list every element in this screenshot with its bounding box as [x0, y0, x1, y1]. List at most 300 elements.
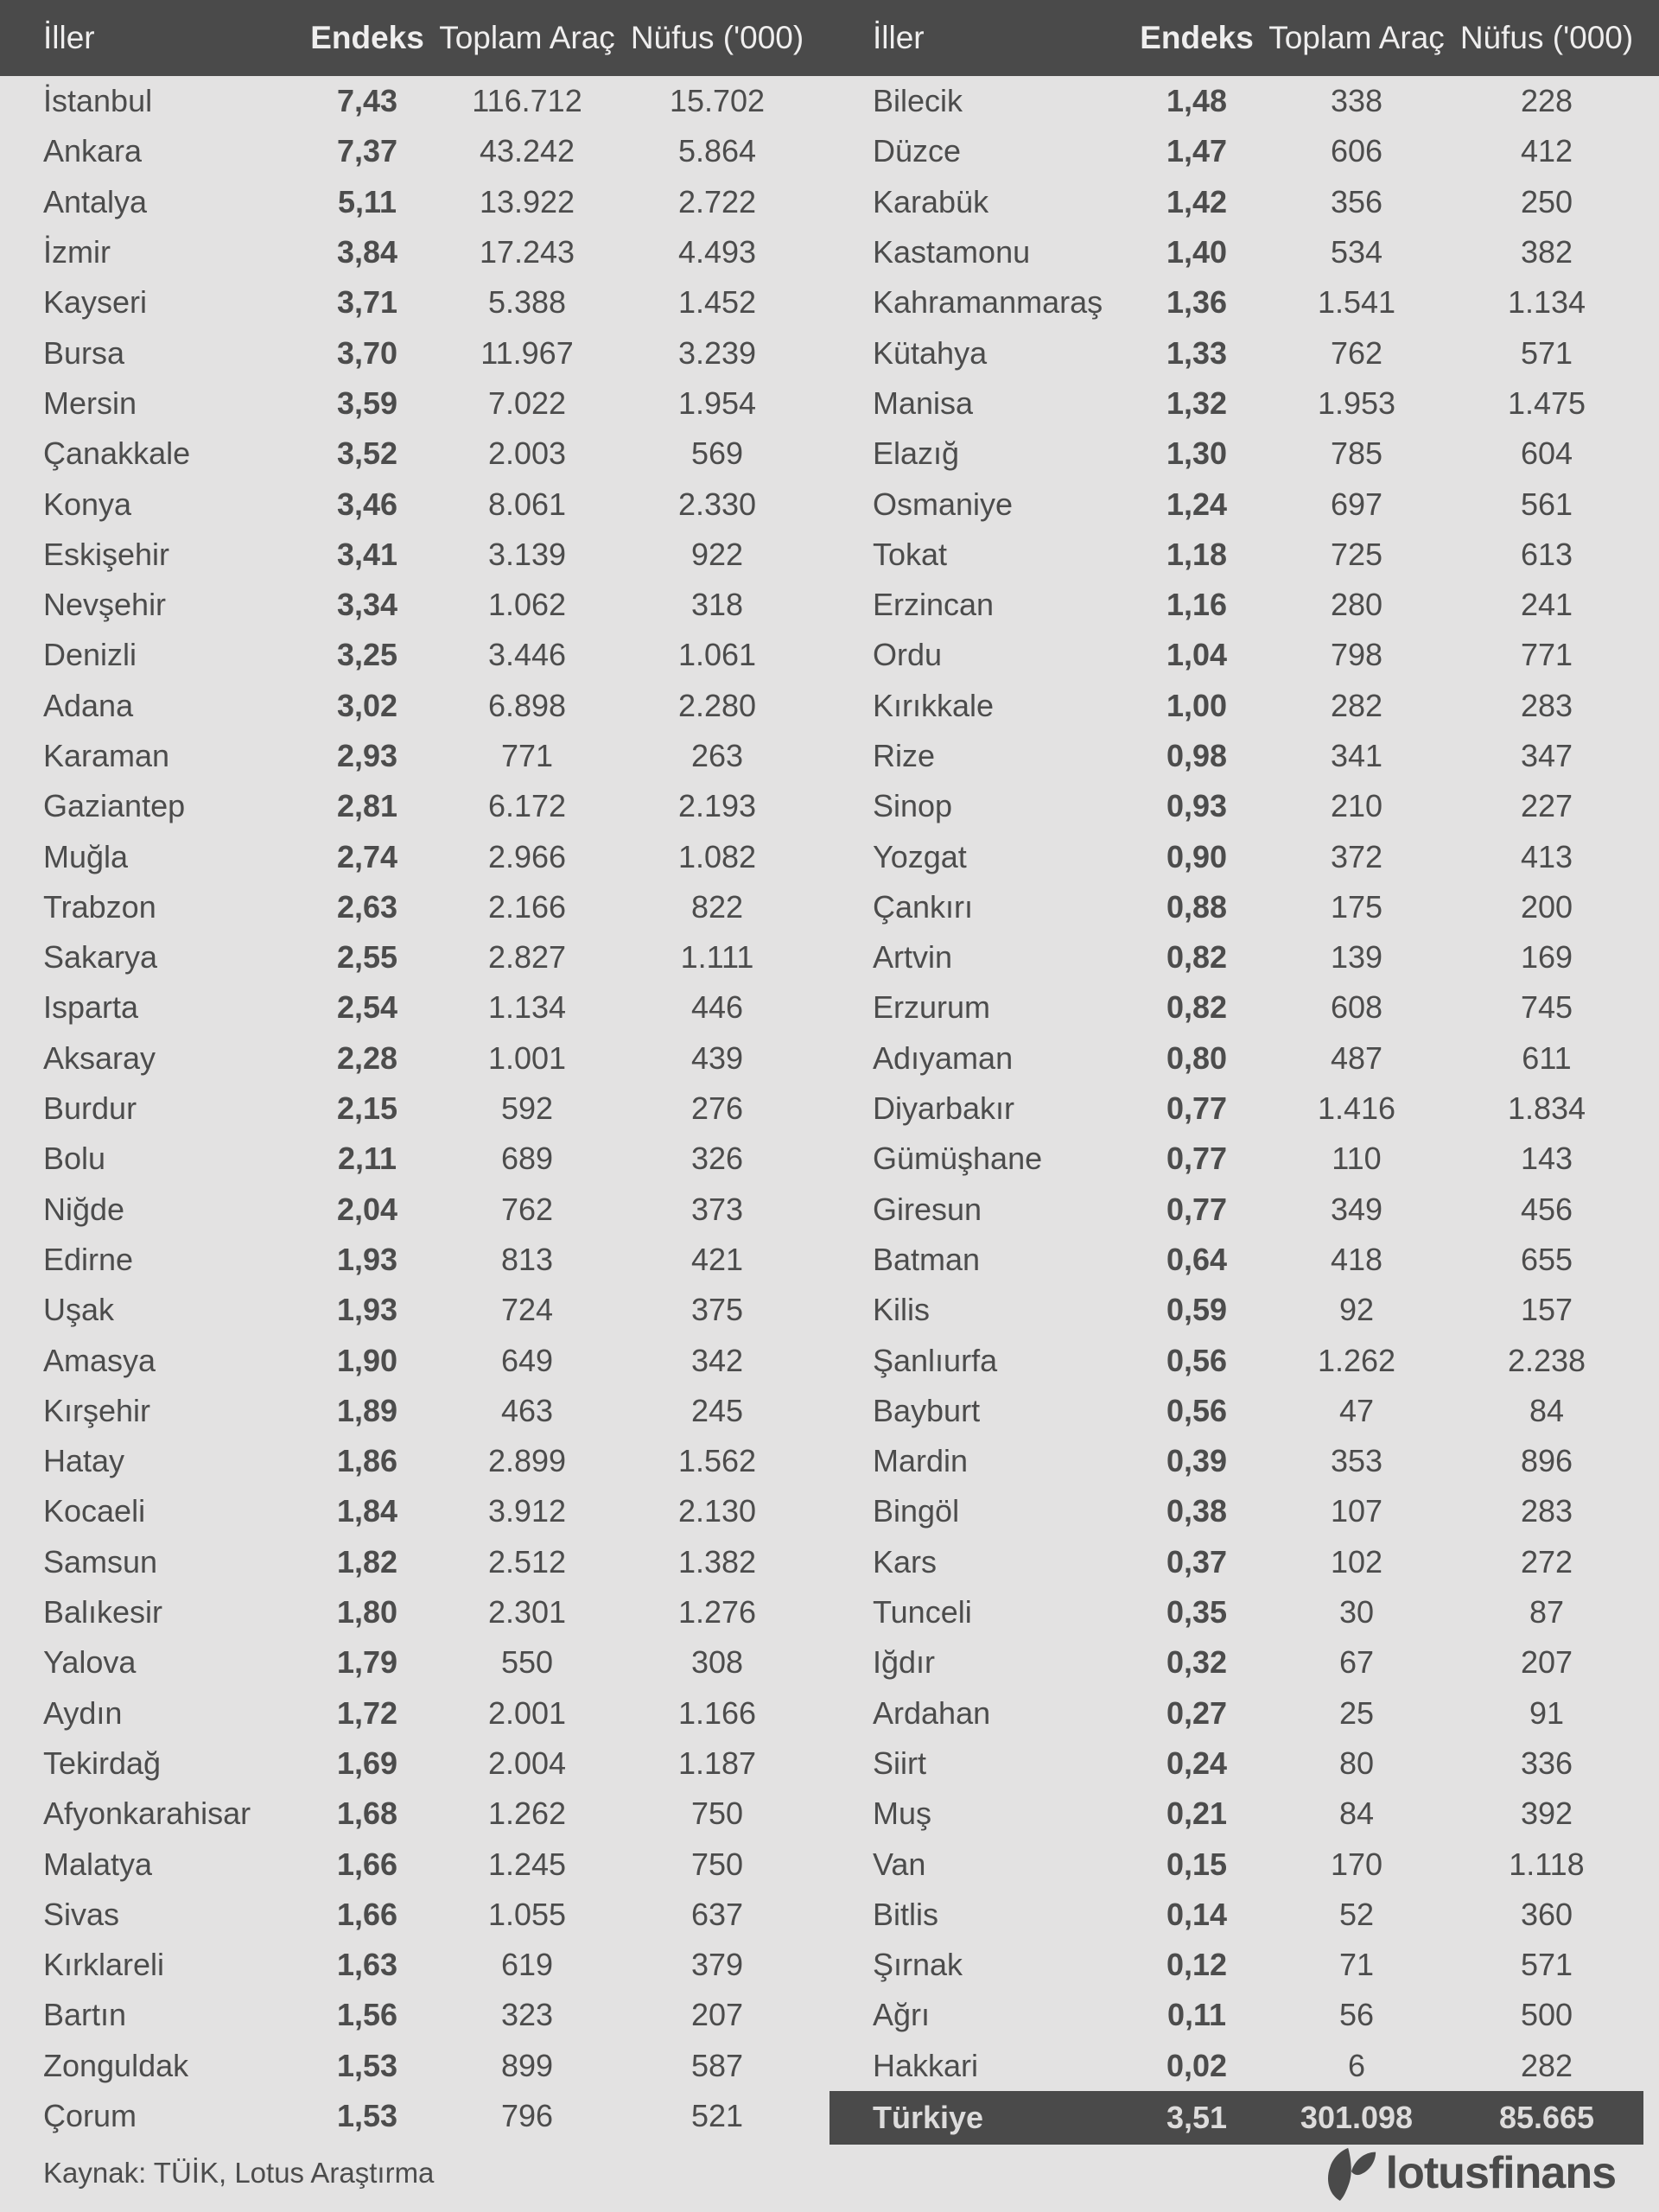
nufus-value: 1.166: [677, 1694, 757, 1731]
table-row: [830, 429, 1659, 479]
endeks-value: 0,59: [1166, 1292, 1228, 1328]
nufus-value: 326: [690, 1141, 744, 1177]
toplam-arac-value: 25: [1338, 1694, 1375, 1731]
toplam-arac-value: 1.262: [1317, 1342, 1396, 1378]
endeks-value: 7,43: [336, 83, 398, 119]
table-row: [0, 1134, 830, 1184]
endeks-value: 2,55: [336, 939, 398, 976]
toplam-arac-value: 175: [1330, 888, 1383, 925]
table-row: [0, 530, 830, 580]
right-table-body: [830, 76, 1659, 2145]
table-row: [830, 1185, 1659, 1235]
toplam-arac-value: 30: [1338, 1594, 1375, 1630]
province-name: Artvin: [873, 939, 953, 976]
endeks-value: 1,63: [336, 1947, 398, 1983]
province-name: Osmaniye: [873, 486, 1014, 522]
table-row: [830, 227, 1659, 277]
endeks-value: 3,71: [336, 284, 398, 321]
nufus-value: 373: [690, 1191, 744, 1227]
nufus-value: 439: [690, 1039, 744, 1076]
province-name: Konya: [43, 486, 132, 522]
endeks-value: 1,33: [1166, 334, 1228, 371]
nufus-value: 1.061: [677, 637, 757, 673]
table-row: [830, 378, 1659, 429]
endeks-value: 2,28: [336, 1039, 398, 1076]
endeks-value: 3,25: [336, 637, 398, 673]
province-name: Elazığ: [873, 435, 960, 472]
logo-text: lotusfinans: [1385, 2148, 1616, 2198]
province-name: Antalya: [43, 183, 148, 219]
toplam-arac-value: 463: [500, 1392, 554, 1428]
province-name: Şanlıurfa: [873, 1342, 998, 1378]
table-row: [0, 2041, 830, 2091]
nufus-value: 241: [1520, 587, 1573, 623]
table-row: [830, 932, 1659, 982]
table-row: [0, 1990, 830, 2040]
nufus-value: 308: [690, 1644, 744, 1681]
toplam-arac-value: 725: [1330, 536, 1383, 572]
endeks-value: 2,93: [336, 738, 398, 773]
endeks-value: 2,04: [336, 1191, 398, 1227]
province-name: Kırklareli: [43, 1947, 165, 1983]
nufus-value: 421: [690, 1241, 744, 1277]
table-row: [0, 277, 830, 327]
toplam-arac-value: 1.953: [1317, 385, 1396, 421]
table-row: [0, 1486, 830, 1536]
province-name: Tekirdağ: [43, 1745, 162, 1781]
province-name: Diyarbakır: [873, 1090, 1015, 1127]
province-name: Gaziantep: [43, 788, 186, 824]
toplam-arac-value: 71: [1338, 1947, 1375, 1983]
endeks-value: 1,68: [336, 1796, 398, 1832]
toplam-arac-value: 697: [1330, 486, 1383, 522]
nufus-value: 1.134: [1507, 284, 1586, 321]
table-row: [830, 2041, 1659, 2091]
nufus-value: 745: [1520, 989, 1573, 1026]
province-name: Siirt: [873, 1745, 926, 1781]
table-row: [0, 982, 830, 1033]
nufus-value: 382: [1520, 234, 1573, 270]
nufus-value: 1.562: [677, 1443, 757, 1479]
endeks-value: 1,40: [1166, 234, 1228, 270]
table-row: [0, 1386, 830, 1436]
table-row: [0, 932, 830, 982]
toplam-arac-value: 2.512: [487, 1543, 567, 1580]
table-row: [0, 731, 830, 781]
table-row: [830, 1839, 1659, 1889]
province-name: Şırnak: [873, 1947, 963, 1983]
endeks-value: 0,56: [1166, 1392, 1228, 1428]
endeks-value: 2,11: [337, 1141, 397, 1177]
endeks-value: 7,37: [336, 133, 398, 169]
column-header-iller: İller: [43, 20, 95, 55]
endeks-value: 0,77: [1166, 1141, 1228, 1177]
province-name: Tokat: [873, 536, 948, 572]
toplam-arac-value: 56: [1338, 1997, 1375, 2033]
endeks-value: 0,56: [1166, 1342, 1228, 1378]
nufus-value: 272: [1520, 1543, 1573, 1580]
nufus-value: 637: [690, 1896, 744, 1932]
toplam-arac-value: 11.967: [480, 334, 574, 371]
total-toplam-arac-value: 301.098: [1300, 2099, 1414, 2135]
province-name: Bingöl: [873, 1493, 960, 1529]
province-name: Balıkesir: [43, 1594, 163, 1630]
toplam-arac-value: 1.055: [487, 1896, 567, 1932]
toplam-arac-value: 785: [1330, 435, 1383, 472]
province-name: Düzce: [873, 133, 962, 169]
nufus-value: 336: [1520, 1745, 1573, 1781]
toplam-arac-value: 2.003: [487, 435, 567, 472]
nufus-value: 227: [1520, 788, 1573, 824]
nufus-value: 1.118: [1509, 1846, 1585, 1882]
nufus-value: 500: [1520, 1997, 1573, 2033]
column-header-nufus: Nüfus ('000): [630, 20, 804, 55]
table-row: [0, 1436, 830, 1486]
table-row: [830, 882, 1659, 932]
source-note: Kaynak: TÜİK, Lotus Araştırma: [43, 2157, 435, 2189]
toplam-arac-value: 116.712: [472, 83, 582, 119]
table-row: [830, 1890, 1659, 1940]
nufus-value: 1.475: [1507, 385, 1586, 421]
column-header-toplam-arac: Toplam Araç: [1268, 20, 1445, 55]
nufus-value: 4.493: [677, 234, 757, 270]
province-name: Amasya: [43, 1342, 156, 1378]
toplam-arac-value: 210: [1330, 788, 1383, 824]
endeks-value: 1,16: [1166, 587, 1228, 623]
endeks-value: 0,38: [1166, 1493, 1228, 1529]
toplam-arac-value: 771: [500, 738, 554, 773]
toplam-arac-value: 13.922: [479, 183, 575, 219]
nufus-value: 84: [1529, 1392, 1565, 1428]
table-row: [0, 1839, 830, 1889]
total-nufus-value: 85.665: [1498, 2099, 1595, 2135]
endeks-value: 1,04: [1166, 637, 1228, 673]
table-row: [830, 1436, 1659, 1486]
nufus-value: 413: [1520, 838, 1573, 874]
province-name: Sinop: [873, 788, 953, 824]
table-row: [0, 831, 830, 881]
province-name: İstanbul: [43, 83, 153, 119]
province-name: Ağrı: [873, 1997, 931, 2033]
toplam-arac-value: 170: [1330, 1846, 1383, 1882]
nufus-value: 1.187: [677, 1745, 757, 1781]
left-table-body: [0, 76, 830, 2145]
table-row: [0, 1688, 830, 1738]
toplam-arac-value: 1.262: [487, 1796, 567, 1832]
endeks-value: 3,46: [336, 486, 398, 522]
table-row: [0, 1587, 830, 1637]
toplam-arac-value: 534: [1330, 234, 1383, 270]
province-name: Sivas: [43, 1896, 120, 1932]
toplam-arac-value: 107: [1330, 1493, 1383, 1529]
nufus-value: 446: [690, 989, 744, 1026]
table-header-band: [0, 0, 1659, 76]
endeks-value: 0,02: [1166, 2047, 1228, 2083]
nufus-value: 2.130: [677, 1493, 757, 1529]
table-row: [0, 1537, 830, 1587]
table-row: [0, 681, 830, 731]
toplam-arac-value: 282: [1330, 687, 1383, 723]
province-name: Bartın: [43, 1997, 127, 2033]
table-row: [830, 1940, 1659, 1990]
toplam-arac-value: 649: [500, 1342, 554, 1378]
nufus-value: 276: [690, 1090, 744, 1127]
province-name: Aksaray: [43, 1039, 156, 1076]
province-name: Tunceli: [873, 1594, 972, 1630]
endeks-value: 1,84: [336, 1493, 398, 1529]
province-name: Ardahan: [873, 1694, 991, 1731]
province-name: Yozgat: [873, 838, 967, 874]
nufus-value: 604: [1520, 435, 1573, 472]
toplam-arac-value: 6.172: [487, 788, 567, 824]
toplam-arac-value: 349: [1330, 1191, 1383, 1227]
province-name: Denizli: [43, 637, 137, 673]
table-row: [0, 126, 830, 176]
table-row: [830, 1486, 1659, 1536]
table-row: [830, 1084, 1659, 1134]
table-row: [830, 681, 1659, 731]
province-name: Uşak: [43, 1292, 115, 1328]
table-row: [830, 1134, 1659, 1184]
endeks-value: 0,82: [1166, 989, 1228, 1026]
endeks-value: 5,11: [337, 183, 397, 219]
toplam-arac-value: 762: [500, 1191, 554, 1227]
province-name: Kırıkkale: [873, 687, 995, 723]
endeks-value: 1,69: [336, 1745, 398, 1781]
endeks-value: 2,81: [336, 788, 398, 824]
table-row: [0, 630, 830, 680]
toplam-arac-value: 2.001: [487, 1694, 567, 1731]
table-row: [0, 1789, 830, 1839]
endeks-value: 0,82: [1166, 939, 1228, 976]
toplam-arac-value: 110: [1332, 1141, 1382, 1177]
toplam-arac-value: 550: [500, 1644, 554, 1681]
table-row: [830, 277, 1659, 327]
toplam-arac-value: 2.166: [487, 888, 567, 925]
toplam-arac-value: 92: [1338, 1292, 1375, 1328]
province-name: Samsun: [43, 1543, 158, 1580]
table-row: [0, 580, 830, 630]
nufus-value: 228: [1520, 83, 1573, 119]
nufus-value: 750: [690, 1796, 744, 1832]
province-name: Ordu: [873, 637, 943, 673]
table-row: [830, 731, 1659, 781]
toplam-arac-value: 592: [500, 1090, 554, 1127]
endeks-value: 1,56: [336, 1997, 398, 2033]
column-header-endeks: Endeks: [310, 20, 424, 55]
toplam-arac-value: 80: [1338, 1745, 1375, 1781]
toplam-arac-value: 3.912: [487, 1493, 567, 1529]
endeks-value: 0,98: [1166, 738, 1228, 773]
nufus-value: 571: [1520, 1947, 1573, 1983]
lotus-leaf-icon: [1324, 2144, 1377, 2202]
endeks-value: 0,77: [1166, 1090, 1228, 1127]
toplam-arac-value: 2.966: [487, 838, 567, 874]
province-name: Batman: [873, 1241, 981, 1277]
province-name: Karaman: [43, 738, 170, 773]
nufus-value: 587: [690, 2047, 744, 2083]
endeks-value: 1,93: [336, 1241, 398, 1277]
endeks-value: 0,15: [1166, 1846, 1228, 1882]
toplam-arac-value: 7.022: [487, 385, 567, 421]
province-name: Muğla: [43, 838, 129, 874]
endeks-value: 2,54: [336, 989, 398, 1026]
table-row: [830, 1688, 1659, 1738]
nufus-value: 347: [1520, 738, 1573, 773]
table-row: [0, 1890, 830, 1940]
toplam-arac-value: 139: [1330, 939, 1383, 976]
nufus-value: 1.954: [677, 385, 757, 421]
table-row: [830, 1637, 1659, 1688]
endeks-value: 1,32: [1166, 385, 1228, 421]
table-row: [0, 1940, 830, 1990]
toplam-arac-value: 2.004: [487, 1745, 567, 1781]
endeks-value: 0,21: [1166, 1796, 1228, 1832]
nufus-value: 3.239: [677, 334, 757, 371]
table-row: [830, 327, 1659, 378]
province-name: Kilis: [873, 1292, 931, 1328]
endeks-value: 1,66: [336, 1846, 398, 1882]
endeks-value: 3,59: [336, 385, 398, 421]
nufus-value: 2.330: [677, 486, 757, 522]
endeks-value: 3,52: [336, 435, 398, 472]
toplam-arac-value: 3.139: [487, 536, 567, 572]
endeks-value: 2,74: [336, 838, 398, 874]
column-header-toplam-arac: Toplam Araç: [439, 20, 615, 55]
province-name: Adıyaman: [873, 1039, 1014, 1076]
nufus-value: 771: [1520, 637, 1573, 673]
endeks-value: 1,53: [336, 2098, 398, 2134]
toplam-arac-value: 84: [1338, 1796, 1375, 1832]
province-name: Bayburt: [873, 1392, 981, 1428]
nufus-value: 157: [1520, 1292, 1573, 1328]
toplam-arac-value: 608: [1330, 989, 1383, 1026]
endeks-value: 1,86: [336, 1443, 398, 1479]
toplam-arac-value: 1.541: [1317, 284, 1396, 321]
toplam-arac-value: 813: [500, 1241, 554, 1277]
toplam-arac-value: 1.416: [1317, 1090, 1396, 1127]
table-row: [0, 479, 830, 529]
nufus-value: 169: [1520, 939, 1573, 976]
endeks-value: 0,80: [1166, 1039, 1228, 1076]
nufus-value: 1.382: [677, 1543, 757, 1580]
toplam-arac-value: 353: [1330, 1443, 1383, 1479]
endeks-value: 1,93: [336, 1292, 398, 1328]
nufus-value: 5.864: [677, 133, 757, 169]
province-name: Karabük: [873, 183, 989, 219]
table-row: [830, 177, 1659, 227]
endeks-value: 0,14: [1166, 1896, 1228, 1932]
nufus-value: 379: [690, 1947, 744, 1983]
province-name: Kastamonu: [873, 234, 1031, 270]
table-row: [830, 580, 1659, 630]
nufus-value: 613: [1520, 536, 1573, 572]
nufus-value: 200: [1520, 888, 1573, 925]
endeks-value: 1,82: [336, 1543, 398, 1580]
nufus-value: 143: [1520, 1141, 1573, 1177]
table-row: [830, 630, 1659, 680]
endeks-value: 1,47: [1166, 133, 1228, 169]
province-name: Mardin: [873, 1443, 969, 1479]
lotusfinans-logo: [1324, 2144, 1616, 2202]
toplam-arac-value: 356: [1330, 183, 1383, 219]
endeks-value: 1,30: [1166, 435, 1228, 472]
footer: [0, 2141, 1659, 2205]
nufus-value: 521: [690, 2098, 744, 2134]
table-row: [830, 479, 1659, 529]
table-row: [830, 1738, 1659, 1789]
table-row: [830, 1386, 1659, 1436]
province-name: Manisa: [873, 385, 974, 421]
province-name: Kütahya: [873, 334, 988, 371]
table-row: [0, 1285, 830, 1335]
toplam-arac-value: 67: [1338, 1644, 1375, 1681]
table-row: [830, 1235, 1659, 1285]
province-name: Çorum: [43, 2098, 137, 2134]
province-name: Kayseri: [43, 284, 148, 321]
toplam-arac-value: 52: [1338, 1896, 1375, 1932]
province-name: Malatya: [43, 1846, 153, 1882]
toplam-arac-value: 5.388: [487, 284, 567, 321]
endeks-value: 0,27: [1166, 1694, 1228, 1731]
table-row: [830, 831, 1659, 881]
province-name: Kahramanmaraş: [873, 284, 1103, 321]
nufus-value: 569: [690, 435, 744, 472]
province-name: Erzincan: [873, 587, 995, 623]
toplam-arac-value: 8.061: [487, 486, 567, 522]
toplam-arac-value: 899: [500, 2047, 554, 2083]
endeks-value: 0,37: [1166, 1543, 1228, 1580]
column-header-iller: İller: [873, 20, 925, 55]
nufus-value: 263: [690, 738, 744, 773]
province-name: Iğdır: [873, 1644, 936, 1681]
toplam-arac-value: 724: [500, 1292, 554, 1328]
endeks-value: 1,48: [1166, 83, 1228, 119]
nufus-value: 2.280: [677, 687, 757, 723]
province-name: Aydın: [43, 1694, 123, 1731]
endeks-value: 3,70: [336, 334, 398, 371]
toplam-arac-value: 606: [1330, 133, 1383, 169]
province-name: Kocaeli: [43, 1493, 146, 1529]
toplam-arac-value: 47: [1338, 1392, 1375, 1428]
province-name: Burdur: [43, 1090, 137, 1127]
right-table-header: [830, 0, 1659, 76]
table-row: [830, 1587, 1659, 1637]
toplam-arac-value: 280: [1330, 587, 1383, 623]
toplam-arac-value: 796: [500, 2098, 554, 2134]
table-row: [830, 126, 1659, 176]
endeks-value: 2,63: [336, 888, 398, 925]
endeks-value: 2,15: [336, 1090, 398, 1127]
province-name: Mersin: [43, 385, 137, 421]
nufus-value: 1.082: [677, 838, 757, 874]
nufus-value: 2.238: [1507, 1342, 1586, 1378]
province-name: Bolu: [43, 1141, 106, 1177]
endeks-value: 1,42: [1166, 183, 1228, 219]
province-name: İzmir: [43, 234, 111, 270]
nufus-value: 571: [1520, 334, 1573, 371]
toplam-arac-value: 1.001: [487, 1039, 567, 1076]
province-name: Gümüşhane: [873, 1141, 1043, 1177]
table-row: [0, 1084, 830, 1134]
toplam-arac-value: 1.062: [487, 587, 567, 623]
column-header-endeks: Endeks: [1140, 20, 1254, 55]
province-name: Kırşehir: [43, 1392, 151, 1428]
toplam-arac-value: 3.446: [487, 637, 567, 673]
toplam-arac-value: 418: [1330, 1241, 1383, 1277]
endeks-value: 0,93: [1166, 788, 1228, 824]
endeks-value: 0,77: [1166, 1191, 1228, 1227]
